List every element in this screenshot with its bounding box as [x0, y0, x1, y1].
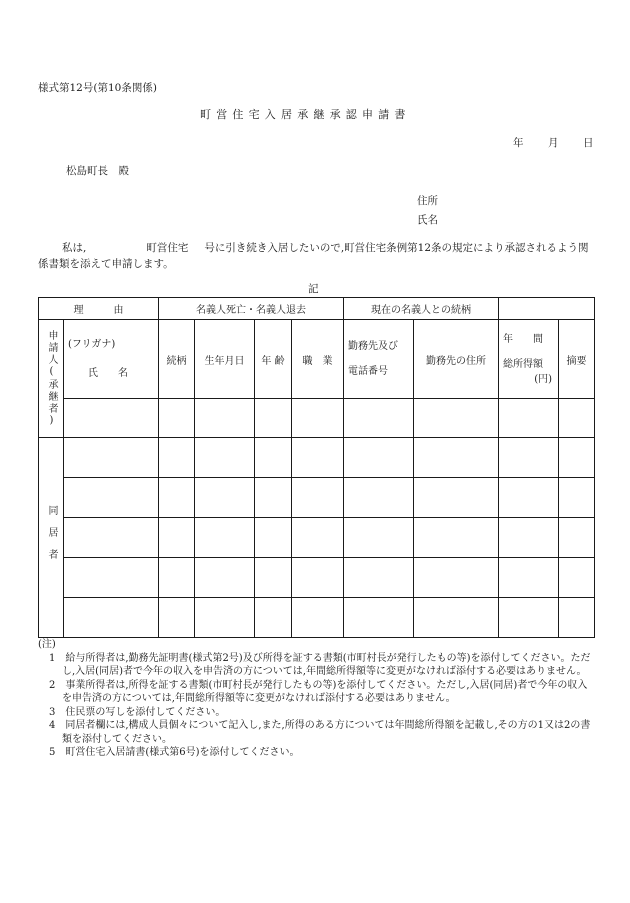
addressee: 松島町長 殿: [66, 165, 129, 177]
cohabitant-row: [39, 438, 595, 478]
applicant-label-cell: [39, 320, 64, 438]
statement-part1: 私は,: [62, 242, 87, 254]
cohabitant-cell[interactable]: [414, 438, 499, 478]
cohabitant-cell[interactable]: [499, 558, 559, 598]
full-name-label: 氏 名: [88, 368, 128, 379]
birthdate-header: 生年月日: [195, 320, 255, 399]
applicant-name-label: 氏名: [417, 214, 438, 226]
applicant-income-cell[interactable]: [499, 399, 559, 438]
cohabitant-cell[interactable]: [195, 438, 255, 478]
furigana-label: (フリガナ): [68, 339, 116, 350]
applicant-remarks-cell[interactable]: [559, 399, 595, 438]
cohabitant-cell[interactable]: [64, 518, 159, 558]
applicant-row: [39, 399, 595, 438]
relation-to-holder-label: 現在の名義人との続柄: [344, 298, 499, 320]
age-header: 年 齢: [255, 320, 292, 399]
cohabitant-cell[interactable]: [344, 558, 414, 598]
cohabitant-cell[interactable]: [292, 438, 344, 478]
document-title: 町営住宅入居承継承認申請書: [200, 108, 411, 121]
applicant-name-cell[interactable]: [64, 399, 159, 438]
cohabitant-cell[interactable]: [159, 478, 195, 518]
income-line1: 年 間: [503, 333, 543, 345]
name-header: [64, 320, 159, 399]
cohabitant-row: [39, 478, 595, 518]
cohabitant-cell[interactable]: [195, 478, 255, 518]
workplace-address-header: 勤務先の住所: [414, 320, 499, 399]
cohabitant-cell[interactable]: [64, 558, 159, 598]
statement-part3: 号に引き続き入居したいので,町営住宅条例第12条の規定により承認されるよう関係書類を添えて申請します。: [38, 242, 589, 270]
cohabitant-cell[interactable]: [559, 518, 595, 558]
date-day-label: 日: [583, 137, 594, 149]
applicant-workplace-address-cell[interactable]: [414, 399, 499, 438]
cohabitant-cell[interactable]: [559, 478, 595, 518]
form-number: 様式第12号(第10条関係): [38, 82, 157, 94]
ki-mark: 記: [308, 283, 319, 295]
applicant-workplace-phone-cell[interactable]: [344, 399, 414, 438]
cohabitant-cell[interactable]: [414, 598, 499, 638]
relation-input-cell[interactable]: [499, 298, 595, 320]
cohabitant-cell[interactable]: [195, 558, 255, 598]
annual-income-header: [499, 320, 559, 399]
remarks-header: 摘要: [559, 320, 595, 399]
notes-heading: (注): [38, 639, 56, 650]
application-table: [38, 297, 595, 638]
applicant-label: 申請人(承継者): [46, 329, 57, 428]
cohabitant-cell[interactable]: [195, 598, 255, 638]
note-item: 4 同居者欄には,構成人員個々について記入し,また,所得のある方については年間総所得額を記載し,その方の1又は2の書類を添付してください。: [49, 720, 591, 745]
cohabitant-label: 同居者: [46, 504, 57, 571]
date-month-label: 月: [548, 137, 559, 149]
cohabitant-cell[interactable]: [159, 438, 195, 478]
workplace-phone-header: [344, 320, 414, 399]
table-header-row: [39, 298, 595, 320]
applicant-relationship-cell[interactable]: [159, 399, 195, 438]
note-item: 1 給与所得者は,勤務先証明書(様式第2号)及び所得を証する書類(市町村長が発行したもの等)を添付してください。ただし,入居(同居)者で今年の収入を申告済の方については,年間総所得額等に変更がなければ添付する必要はありません。: [49, 652, 591, 677]
cohabitant-cell[interactable]: [344, 598, 414, 638]
cohabitant-label-cell: [39, 438, 64, 638]
relationship-header: 続柄: [159, 320, 195, 399]
cohabitant-cell[interactable]: [64, 478, 159, 518]
address-label: 住所: [417, 195, 438, 207]
cohabitant-cell[interactable]: [64, 438, 159, 478]
workplace-phone-line1: 勤務先及び: [348, 341, 398, 352]
cohabitant-cell[interactable]: [255, 518, 292, 558]
cohabitant-cell[interactable]: [292, 598, 344, 638]
cohabitant-cell[interactable]: [159, 598, 195, 638]
cohabitant-row: [39, 558, 595, 598]
cohabitant-cell[interactable]: [292, 518, 344, 558]
cohabitant-cell[interactable]: [559, 438, 595, 478]
cohabitant-cell[interactable]: [344, 438, 414, 478]
cohabitant-cell[interactable]: [255, 598, 292, 638]
cohabitant-cell[interactable]: [255, 438, 292, 478]
applicant-age-cell[interactable]: [255, 399, 292, 438]
column-header-row: [39, 320, 595, 399]
cohabitant-cell[interactable]: [344, 518, 414, 558]
workplace-phone-line2: 電話番号: [348, 366, 388, 377]
cohabitant-cell[interactable]: [64, 598, 159, 638]
cohabitant-cell[interactable]: [159, 558, 195, 598]
cohabitant-cell[interactable]: [499, 478, 559, 518]
cohabitant-cell[interactable]: [255, 558, 292, 598]
cohabitant-cell[interactable]: [499, 518, 559, 558]
notes-section: [38, 638, 594, 760]
cohabitant-cell[interactable]: [499, 598, 559, 638]
cohabitant-cell[interactable]: [559, 598, 595, 638]
cohabitant-cell[interactable]: [255, 478, 292, 518]
cohabitant-cell[interactable]: [414, 558, 499, 598]
note-item: 3 住民票の写しを添付してください。: [49, 706, 226, 718]
cohabitant-row: [39, 598, 595, 638]
date-year-label: 年: [513, 137, 524, 149]
reason-label: 理 由: [39, 298, 159, 320]
request-statement: [38, 240, 594, 272]
note-item: 2 事業所得者は,所得を証する書類(市町村長が発行したもの等)を添付してください。ただし,入居(同居)者で今年の収入を申告済の方については,年間総所得額等に変更がなければ添付する必要はありません。: [49, 679, 588, 704]
applicant-occupation-cell[interactable]: [292, 399, 344, 438]
cohabitant-cell[interactable]: [344, 478, 414, 518]
cohabitant-row: [39, 518, 595, 558]
cohabitant-cell[interactable]: [499, 438, 559, 478]
cohabitant-cell[interactable]: [159, 518, 195, 558]
income-line3: (円): [534, 373, 552, 385]
cohabitant-cell[interactable]: [292, 478, 344, 518]
cohabitant-cell[interactable]: [292, 558, 344, 598]
cohabitant-cell[interactable]: [414, 518, 499, 558]
cohabitant-cell[interactable]: [559, 558, 595, 598]
income-line2: 総所得額: [503, 358, 543, 370]
applicant-birthdate-cell[interactable]: [195, 399, 255, 438]
cohabitant-cell[interactable]: [414, 478, 499, 518]
statement-part2: 町営住宅: [146, 242, 189, 254]
cohabitant-cell[interactable]: [195, 518, 255, 558]
note-item: 5 町営住宅入居請書(様式第6号)を添付してください。: [49, 747, 300, 758]
occupation-header: 職 業: [292, 320, 344, 399]
death-or-leave-label: 名義人死亡・名義人退去: [159, 298, 344, 320]
